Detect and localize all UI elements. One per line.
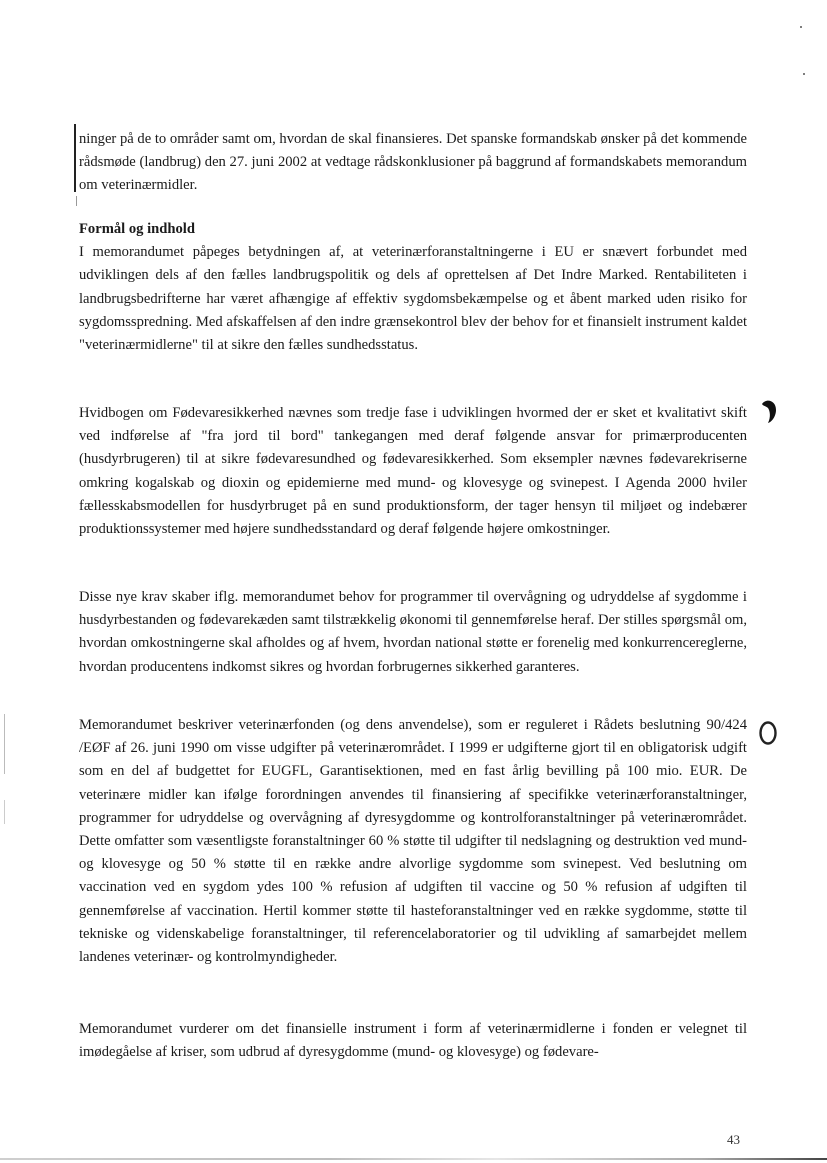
paragraph: Memorandumet vurderer om det finansielle instrument i form af veterinærmidlerne i fonden er velegnet til imødegåelse af kriser, som udbrud af dyresygdomme (mund- og klovesyge) og fødevare-: [79, 1021, 747, 1061]
scan-edge-line: [0, 1158, 827, 1160]
margin-mark: [4, 800, 5, 824]
paragraph: Hvidbogen om Fødevaresikkerhed nævnes som tredje fase i udviklingen hvormed der er sket et kvalitativt skift ved indførelse af "fra jord til bord" tankegangen med deraf følgende ansvar for primærproducenten (husdyrbrugeren) til at sikre fødevaresundhed og fødevaresikkerhed. Som eksempler nævnes fødevarekriserne omkring kogalskab og dioxin og epidemierne med mund- og klovesyge og svinepest. I Agenda 2000 hviler fællesskabsmodellen for husdyrbruget på en sund produktionsform, der tager hensyn til miljøet og indebærer produktionssystemer med højere sundhedsstandard og deraf følgende højere omkostninger.: [79, 405, 747, 538]
margin-mark: [4, 714, 5, 774]
paragraph: Memorandumet beskriver veterinærfonden (og dens anvendelse), som er reguleret i Rådets beslutning 90/424 /EØF af 26. juni 1990 om visse udgifter på veterinærområdet. I 1999 er udgifterne gjort til en obligatorisk udgift som en del af budgettet for EUGFL, Garantisektionen, med en fast årlig bevilling på 100 mio. EUR. De veterinære midler kan ifølge forordningen anvendes til finansiering af specifikke veterinærforanstaltninger, programmer for udryddelse og overvågning af dyresygdomme og kontrolforanstaltninger på veterinærområdet. Dette omfatter som væsentligste foranstaltninger 60 % støtte til udgifter til nedslagning og destruktion ved mund- og klovesyge og 50 % støtte til en række andre alvorlige sygdomme som svinepest. Ved beslutning om vaccination ved en sygdom ydes 100 % refusion af udgiften til vaccine og 50 % refusion af udgiften til gennemførelse af vaccination. Hertil kommer støtte til hasteforanstaltninger ved en række sygdomme, støtte til tekniske og videnskabelige foranstaltninger, til referencelaboratorier og til udvikling af samarbejdet mellem landenes veterinær- og kontrolmyndigheder.: [79, 717, 747, 966]
assessment-paragraph: [79, 1018, 747, 1064]
margin-change-bar: [74, 124, 76, 192]
scan-speck: [803, 73, 805, 75]
paragraph: I memorandumet påpeges betydningen af, at veterinærforanstaltningerne i EU er snævert forbundet med udviklingen dels af den fælles landbrugspolitik og dels af oprettelsen af Det Indre Marked. Rentabiliteten i landbrugsbedrifterne har været afhængige af effektiv sygdomsbekæmpelse og et åbent marked uden risiko for sygdomsspredning. Med afskaffelsen af den indre grænsekontrol blev der behov for et finansielt instrument kaldet "veterinærmidlerne" til at sikre den fælles sundhedsstatus.: [79, 244, 747, 354]
intro-text: ninger på de to områder samt om, hvordan de skal finansieres. Det spanske formandskab ønsker på det kommende rådsmøde (landbrug) den 27. juni 2002 at vedtage rådskonklusioner på baggrund af formandskabets memorandum om veterinærmidler.: [79, 131, 747, 194]
punch-hole-icon: [758, 398, 778, 424]
intro-paragraph: [79, 128, 747, 198]
margin-mark: [76, 196, 77, 206]
whitepaper-paragraph: [79, 402, 747, 541]
veterinary-fund-paragraph: [79, 714, 747, 969]
scan-speck: [800, 26, 802, 28]
punch-hole-icon: [758, 720, 778, 746]
section-heading: Formål og indhold: [79, 221, 195, 237]
page-number: 43: [727, 1132, 740, 1147]
purpose-section: [79, 218, 747, 357]
paragraph: Disse nye krav skaber iflg. memorandumet behov for programmer til overvågning og udryddelse af sygdomme i husdyrbestanden og fødevarekæden samt tilstrækkelig økonomi til gennemførelse heraf. Der stilles spørgsmål om, hvordan omkostningerne skal afholdes og af hvem, hvordan national støtte er forenelig med konkurrencereglerne, hvordan producentens indkomst sikres og hvordan forbrugernes sikkerhed garanteres.: [79, 589, 747, 675]
requirements-paragraph: [79, 586, 747, 679]
